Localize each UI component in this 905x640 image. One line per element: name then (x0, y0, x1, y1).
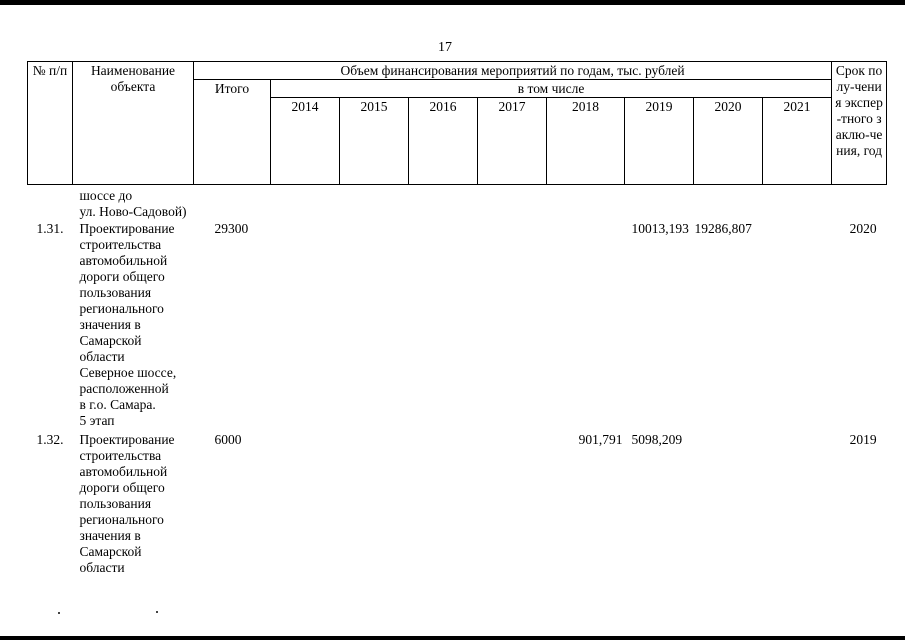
object-name-line: значения в (79, 528, 141, 543)
row-object-name (73, 185, 194, 221)
object-name-line: строительства (79, 237, 162, 252)
object-name-line: расположенной (79, 381, 169, 396)
object-name-line: в г.о. Самара. (79, 397, 156, 412)
header-year-2015: 2015 (340, 98, 409, 185)
row-term: 2020 (849, 221, 877, 236)
object-name-line: ул. Ново-Садовой) (79, 204, 187, 219)
object-name-line: автомобильной (79, 253, 168, 268)
header-year-2020: 2020 (694, 98, 763, 185)
object-name-line: 5 этап (79, 413, 115, 428)
header-year-2014: 2014 (271, 98, 340, 185)
object-name-line: Самарской (79, 333, 142, 348)
object-name-line: регионального (79, 301, 164, 316)
object-name-line: пользования (79, 496, 152, 511)
object-name-line: пользования (79, 285, 152, 300)
header-year-2018: 2018 (547, 98, 625, 185)
header-year-2017: 2017 (478, 98, 547, 185)
object-name-line: области (79, 349, 125, 364)
header-funding: Объем финансирования мероприятий по годам, тыс. рублей (194, 62, 832, 80)
row-term: 2019 (849, 432, 877, 447)
row-value-2020: 19286,807 (694, 221, 752, 236)
header-including: в том числе (271, 80, 832, 98)
page-number: 17 (438, 40, 452, 55)
row-total: 6000 (214, 432, 242, 447)
page-top-border (0, 0, 905, 5)
row-value-2018 (547, 220, 625, 429)
scan-speck (156, 611, 158, 613)
row-value-2018: 901,791 (578, 432, 623, 447)
row-object-name (73, 429, 194, 576)
object-name-line: Северное шоссе, (79, 365, 177, 380)
object-name-line: Проектирование (79, 432, 175, 447)
object-name-line: Самарской (79, 544, 142, 559)
object-name-line: шоссе до (79, 188, 133, 203)
row-num: 1.32. (36, 432, 64, 447)
object-name-line: Проектирование (79, 221, 175, 236)
row-value-2019: 5098,209 (631, 432, 683, 447)
row-value-2019: 10013,193 (631, 221, 689, 236)
row-object-name (73, 220, 194, 429)
row-value-2020 (694, 429, 763, 576)
row-total: 29300 (214, 221, 249, 236)
header-total: Итого (194, 80, 271, 185)
header-num: № п/п (28, 62, 73, 185)
table-row (28, 429, 887, 576)
header-year-2021: 2021 (763, 98, 832, 185)
object-name-line: регионального (79, 512, 164, 527)
row-num: 1.31. (36, 221, 64, 236)
header-year-2016: 2016 (409, 98, 478, 185)
object-name-line: строительства (79, 448, 162, 463)
header-term: Срок полу-чения экспер-тного заклю-чения, год (832, 62, 887, 185)
object-name-line: значения в (79, 317, 141, 332)
object-name-line: дороги общего (79, 269, 165, 284)
scan-speck (58, 612, 60, 614)
header-name: Наименование объекта (73, 62, 194, 185)
object-name-line: области (79, 560, 125, 575)
table-row (28, 185, 887, 221)
page-bottom-border (0, 636, 905, 640)
row-num (28, 185, 73, 221)
table-row (28, 220, 887, 429)
object-name-line: автомобильной (79, 464, 168, 479)
header-year-2019: 2019 (625, 98, 694, 185)
object-name-line: дороги общего (79, 480, 165, 495)
financing-table (27, 61, 887, 576)
